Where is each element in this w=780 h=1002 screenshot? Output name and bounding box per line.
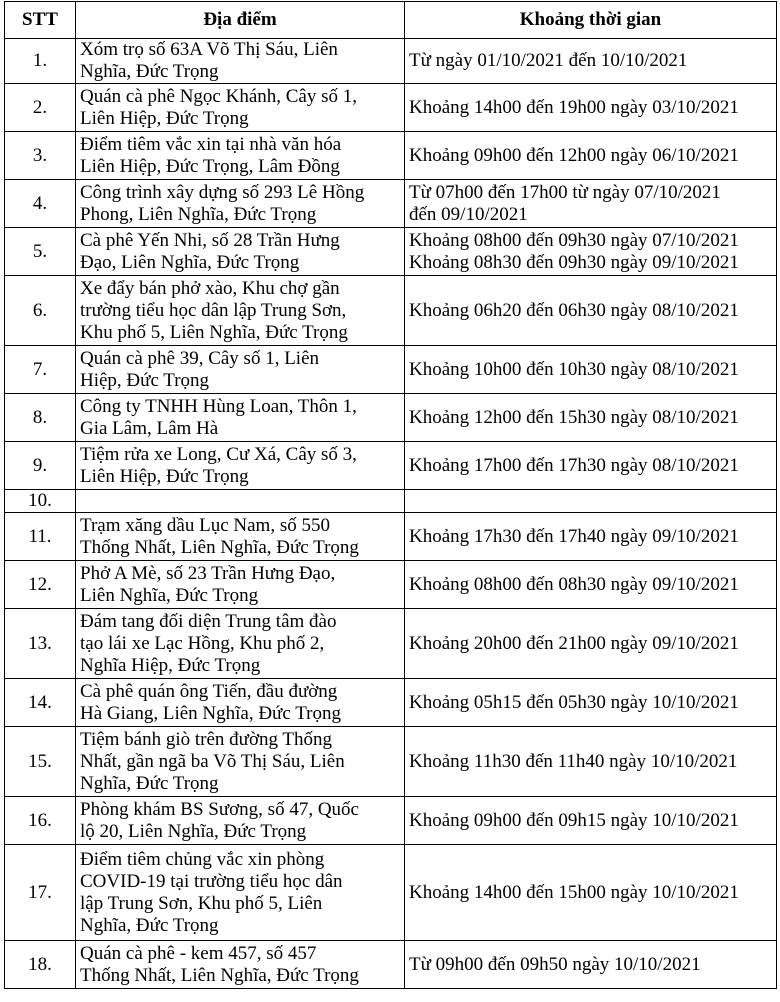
row-location (76, 845, 405, 941)
location-line: Thống Nhất, Liên Nghĩa, Đức Trọng (80, 964, 359, 986)
location-line: Hà Giang, Liên Nghĩa, Đức Trọng (80, 702, 341, 724)
table-row (5, 442, 777, 490)
header-time: Khoảng thời gian (405, 2, 777, 39)
table-row (5, 845, 777, 941)
location-line: Xóm trọ số 63A Võ Thị Sáu, Liên (80, 39, 338, 60)
row-stt: 1. (5, 39, 76, 84)
location-line: Đạo, Liên Nghĩa, Đức Trọng (80, 251, 300, 273)
row-stt: 15. (5, 727, 76, 797)
location-line: Công trình xây dựng số 293 Lê Hồng (80, 181, 365, 203)
location-line: Quán cà phê - kem 457, số 457 (80, 942, 317, 964)
time-line: Khoảng 05h15 đến 05h30 ngày 10/10/2021 (409, 691, 739, 713)
location-line: COVID-19 tại trường tiểu học dân (80, 870, 343, 892)
row-location (76, 132, 405, 180)
location-line: lập Trung Sơn, Khu phố 5, Liên (80, 892, 323, 914)
location-line: trường tiểu học dân lập Trung Sơn, (80, 299, 347, 321)
row-time (405, 346, 777, 394)
table-body (5, 39, 777, 989)
time-line: Khoảng 20h00 đến 21h00 ngày 09/10/2021 (409, 632, 739, 654)
location-line: Xe đẩy bán phở xào, Khu chợ gần (80, 277, 340, 299)
time-line: Từ 07h00 đến 17h00 từ ngày 07/10/2021 (409, 181, 721, 203)
table-header-row (5, 2, 777, 39)
location-line: Quán cà phê Ngọc Khánh, Cây số 1, (80, 85, 358, 107)
time-line: Khoảng 17h30 đến 17h40 ngày 09/10/2021 (409, 525, 739, 547)
row-location (76, 442, 405, 490)
row-stt: 7. (5, 346, 76, 394)
row-time (405, 180, 777, 228)
table-row (5, 561, 777, 609)
row-stt: 4. (5, 180, 76, 228)
row-time (405, 941, 777, 989)
table-row (5, 346, 777, 394)
row-stt: 6. (5, 276, 76, 346)
row-location (76, 276, 405, 346)
row-time (405, 394, 777, 442)
location-line: Tiệm bánh giò trên đường Thống (80, 728, 333, 750)
location-line: Trạm xăng dầu Lục Nam, số 550 (80, 514, 330, 536)
time-line: Từ 09h00 đến 09h50 ngày 10/10/2021 (409, 953, 701, 975)
row-time (405, 39, 777, 84)
row-location (76, 228, 405, 276)
row-time (405, 513, 777, 561)
row-stt: 17. (5, 845, 76, 941)
row-time (405, 727, 777, 797)
row-location (76, 490, 405, 513)
row-time (405, 490, 777, 513)
time-line: Khoảng 10h00 đến 10h30 ngày 08/10/2021 (409, 358, 739, 380)
time-line: Khoảng 06h20 đến 06h30 ngày 08/10/2021 (409, 299, 739, 321)
row-stt: 5. (5, 228, 76, 276)
location-line: Phở A Mè, số 23 Trần Hưng Đạo, (80, 562, 336, 584)
row-time (405, 276, 777, 346)
table-row (5, 797, 777, 845)
row-time (405, 132, 777, 180)
time-line: Khoảng 14h00 đến 19h00 ngày 03/10/2021 (409, 96, 739, 118)
row-location (76, 679, 405, 727)
time-line: Khoảng 08h00 đến 08h30 ngày 09/10/2021 (409, 573, 739, 595)
row-location (76, 513, 405, 561)
location-line: Liên Hiệp, Đức Trọng (80, 107, 249, 129)
time-line: Khoảng 17h00 đến 17h30 ngày 08/10/2021 (409, 454, 739, 476)
time-line: Khoảng 14h00 đến 15h00 ngày 10/10/2021 (409, 881, 739, 903)
row-time (405, 561, 777, 609)
table-row (5, 276, 777, 346)
exposure-locations-table (4, 1, 777, 989)
table-row (5, 132, 777, 180)
location-line: Quán cà phê 39, Cây số 1, Liên (80, 347, 320, 369)
time-line: Khoảng 08h30 đến 09h30 ngày 09/10/2021 (409, 251, 739, 273)
location-line: Liên Hiệp, Đức Trọng (80, 465, 249, 487)
location-line: Điểm tiêm vắc xin tại nhà văn hóa (80, 133, 342, 155)
time-line: Khoảng 09h00 đến 12h00 ngày 06/10/2021 (409, 144, 739, 166)
row-stt: 8. (5, 394, 76, 442)
row-location (76, 180, 405, 228)
table-row (5, 180, 777, 228)
location-line: Liên Hiệp, Đức Trọng, Lâm Đồng (80, 155, 340, 177)
row-stt: 16. (5, 797, 76, 845)
location-line: tạo lái xe Lạc Hồng, Khu phố 2, (80, 632, 325, 654)
row-location (76, 941, 405, 989)
row-stt: 9. (5, 442, 76, 490)
time-line: Khoảng 12h00 đến 15h30 ngày 08/10/2021 (409, 406, 739, 428)
location-line: Hiệp, Đức Trọng (80, 369, 210, 391)
row-location (76, 39, 405, 84)
location-line: Công ty TNHH Hùng Loan, Thôn 1, (80, 395, 357, 417)
location-line: Nghĩa, Đức Trọng (80, 772, 219, 794)
location-line: Nghĩa Hiệp, Đức Trọng (80, 654, 261, 676)
row-time (405, 845, 777, 941)
row-time (405, 84, 777, 132)
header-stt: STT (5, 2, 76, 39)
row-location (76, 797, 405, 845)
row-location (76, 84, 405, 132)
table-row (5, 727, 777, 797)
row-time (405, 228, 777, 276)
location-line: Tiệm rửa xe Long, Cư Xá, Cây số 3, (80, 443, 357, 465)
time-line: Khoảng 11h30 đến 11h40 ngày 10/10/2021 (409, 750, 738, 772)
time-line: Từ ngày 01/10/2021 đến 10/10/2021 (409, 50, 688, 71)
table-row (5, 941, 777, 989)
row-stt: 18. (5, 941, 76, 989)
table-row (5, 39, 777, 84)
location-line: Thống Nhất, Liên Nghĩa, Đức Trọng (80, 536, 359, 558)
location-line: Phòng khám BS Sương, số 47, Quốc (80, 798, 359, 820)
table-row (5, 228, 777, 276)
time-line: Khoảng 09h00 đến 09h15 ngày 10/10/2021 (409, 809, 739, 831)
row-time (405, 442, 777, 490)
table-row (5, 513, 777, 561)
row-time (405, 609, 777, 679)
header-location: Địa điểm (76, 2, 405, 39)
location-line: Điểm tiêm chủng vắc xin phòng (80, 848, 325, 870)
row-time (405, 679, 777, 727)
row-location (76, 727, 405, 797)
row-time (405, 797, 777, 845)
location-line: Đám tang đối diện Trung tâm đào (80, 610, 337, 632)
row-stt: 12. (5, 561, 76, 609)
row-location (76, 609, 405, 679)
location-line: Liên Nghĩa, Đức Trọng (80, 584, 259, 606)
table-row (5, 609, 777, 679)
table-row (5, 490, 777, 513)
location-line: Gia Lâm, Lâm Hà (80, 417, 219, 439)
row-stt: 3. (5, 132, 76, 180)
location-line: lộ 20, Liên Nghĩa, Đức Trọng (80, 820, 307, 842)
row-location (76, 394, 405, 442)
location-line: Cà phê quán ông Tiến, đầu đường (80, 680, 338, 702)
location-line: Nghĩa, Đức Trọng (80, 61, 219, 82)
location-line: Nghĩa, Đức Trọng (80, 914, 219, 936)
location-line: Khu phố 5, Liên Nghĩa, Đức Trọng (80, 321, 348, 343)
location-line: Phong, Liên Nghĩa, Đức Trọng (80, 203, 317, 225)
location-line: Nhất, gần ngã ba Võ Thị Sáu, Liên (80, 750, 345, 772)
row-stt: 2. (5, 84, 76, 132)
row-stt: 11. (5, 513, 76, 561)
table-row (5, 84, 777, 132)
row-location (76, 561, 405, 609)
row-stt: 10. (5, 490, 76, 513)
table-row (5, 679, 777, 727)
time-line: đến 09/10/2021 (409, 203, 528, 225)
row-stt: 14. (5, 679, 76, 727)
table-row (5, 394, 777, 442)
row-location (76, 346, 405, 394)
row-stt: 13. (5, 609, 76, 679)
location-line: Cà phê Yến Nhi, số 28 Trần Hưng (80, 229, 340, 251)
time-line: Khoảng 08h00 đến 09h30 ngày 07/10/2021 (409, 229, 739, 251)
